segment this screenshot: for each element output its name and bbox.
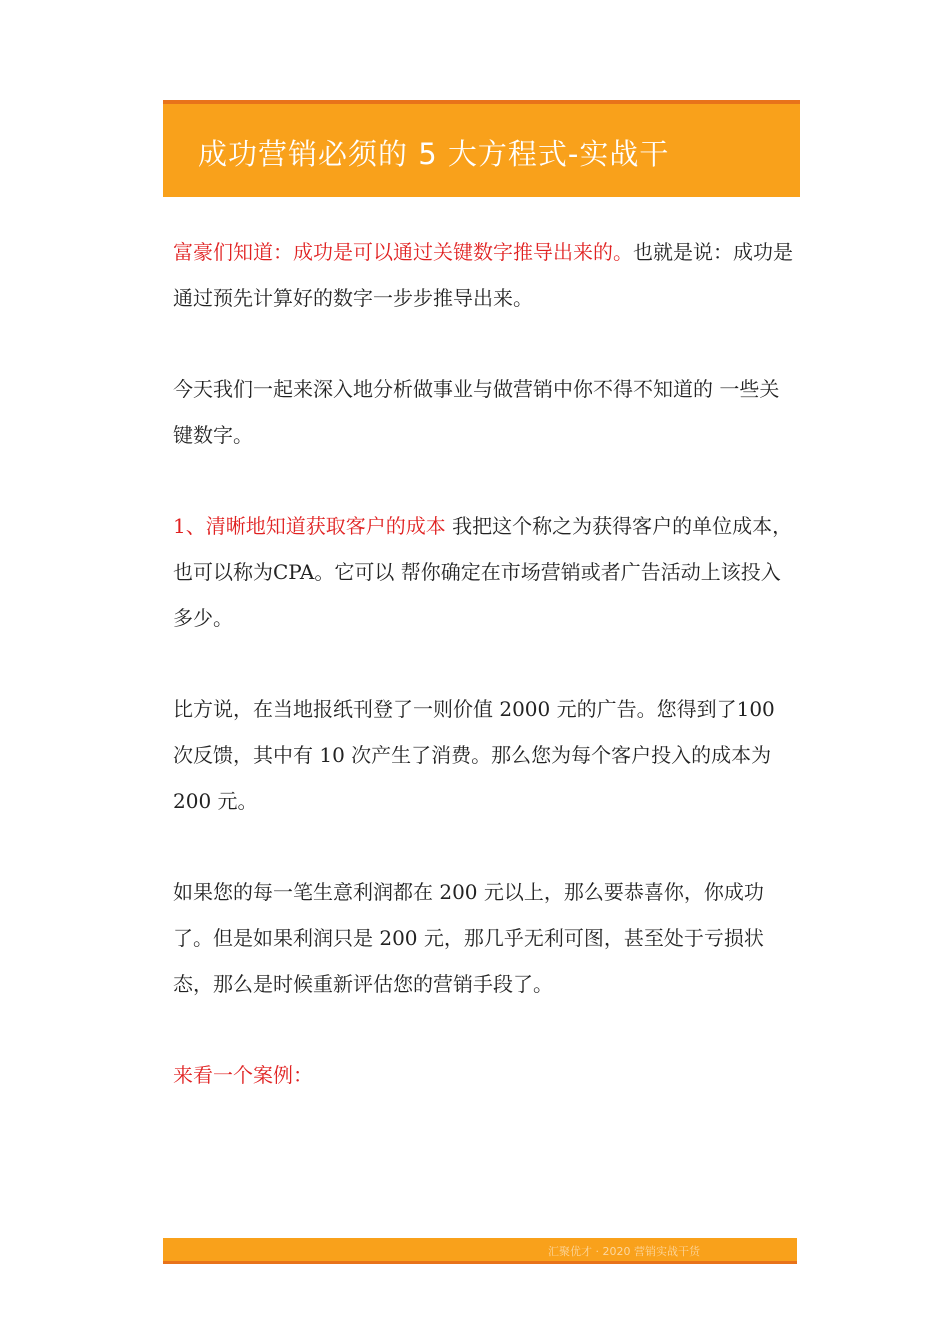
footer-band [163,1238,797,1264]
paragraph [173,1052,798,1098]
article-body [173,229,798,1143]
paragraph [173,366,798,458]
body-text: 我把这个称之为获得客户的单位成本，也可以称为CPA。它可以 帮你确定在市场营销或者广告活动上该投入多少。 [173,514,793,630]
paragraph [173,686,798,824]
page-title: 成功营销必须的 5 大方程式-实战干 [198,137,670,171]
highlight-text: 富豪们知道：成功是可以通过关键数字推导出来的。 [173,240,633,264]
highlight-text: 1、清晰地知道获取客户的成本 [173,514,446,538]
paragraph [173,229,798,321]
body-text: 也就是说：成功是通过预先计算好的数字一步步推导出来。 [173,240,793,310]
footer-text: 汇聚优才 · 2020 营销实战干货 [548,1245,700,1258]
paragraph [173,503,798,641]
body-text: 如果您的每一笔生意利润都在 200 元以上，那么要恭喜你，你成功了。但是如果利润只是 200 元，那几乎无利可图，甚至处于亏损状态，那么是时候重新评估您的营销手段了。 [173,880,764,996]
body-text: 比方说，在当地报纸刊登了一则价值 2000 元的广告。您得到了100 次反馈，其中有 10 次产生了消费。那么您为每个客户投入的成本为 200 元。 [173,697,782,813]
highlight-text: 来看一个案例： [173,1063,313,1087]
body-text: 今天我们一起来深入地分析做事业与做营销中你不得不知道的 一些关键数字。 [173,377,780,447]
paragraph [173,869,798,1007]
